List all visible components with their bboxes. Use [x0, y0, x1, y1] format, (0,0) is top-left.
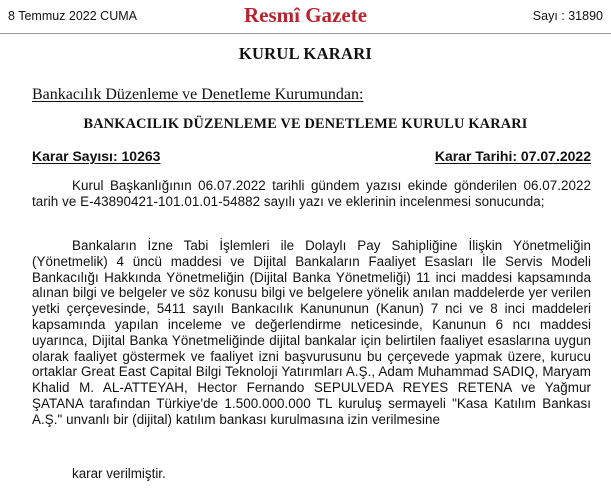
gazette-title: Resmî Gazete	[243, 3, 368, 27]
decision-title: BANKACILIK DÜZENLEME VE DENETLEME KURULU KARARI	[83, 116, 528, 132]
issue-number: Sayı : 31890	[532, 9, 603, 23]
gazette-header	[0, 0, 611, 34]
institution-name: Bankacılık Düzenleme ve Denetleme Kurumundan:	[32, 86, 364, 103]
section-title: KURUL KARARI	[238, 44, 373, 63]
decision-paragraph-1: Kurul Başkanlığının 06.07.2022 tarihli gündem yazısı ekinde gönderilen 06.07.2022 tarih ve E-43890421-101.01.01-54882 sayılı yazı ve eklerinin incelenmesi sonucunda;	[32, 178, 591, 209]
decision-closing: karar verilmiştir.	[72, 466, 166, 481]
decision-date: Karar Tarihi: 07.07.2022	[434, 148, 591, 164]
issue-date: 8 Temmuz 2022 CUMA	[8, 9, 137, 23]
decision-meta	[32, 148, 591, 166]
decision-number: Karar Sayısı: 10263	[32, 148, 161, 164]
header-divider	[0, 33, 611, 34]
decision-paragraph-2: Bankaların İzne Tabi İşlemleri ile Dolaylı Pay Sahipliğine İlişkin Yönetmeliğin (Yönetmelik) 4 üncü maddesi ve Dijital Bankaların Faaliyet Esasları İle Servis Modeli Bankacılığı Hakkında Yönetmeliğin (Dijital Banka Yönetmeliği) 11 inci maddesi kapsamında alınan bilgi ve belgeler ve söz konusu bilgi ve belgelere yönelik anılan maddelerde yer verilen yetki çerçevesinde, 5411 sayılı Bankacılık Kanununun (Kanun) 7 nci ve 8 inci maddeleri kapsamında yapılan inceleme ve değerlendirme neticesinde, Kanunun 6 ncı maddesi uyarınca, Dijital Banka Yönetmeliğinde dijital bankalar için belirtilen faaliyet esaslarına uygun olarak faaliyet göstermek ve faaliyet izni başvurusunu bu çerçevede yapmak üzere, kurucu ortaklar Great East Capital Bilgi Teknoloji Yatırımları A.Ş., Adam Muhammad SADIQ, Maryam Khalid M. AL-ATTEYAH, Hector Fernando SEPULVEDA REYES RETENA ve Yağmur ŞATANA tarafından Türkiye'de 1.500.000.000 TL kuruluş sermayeli "Kasa Katılım Bankası A.Ş." unvanlı bir (dijital) katılım bankası kurulmasına izin verilmesine	[32, 238, 591, 427]
